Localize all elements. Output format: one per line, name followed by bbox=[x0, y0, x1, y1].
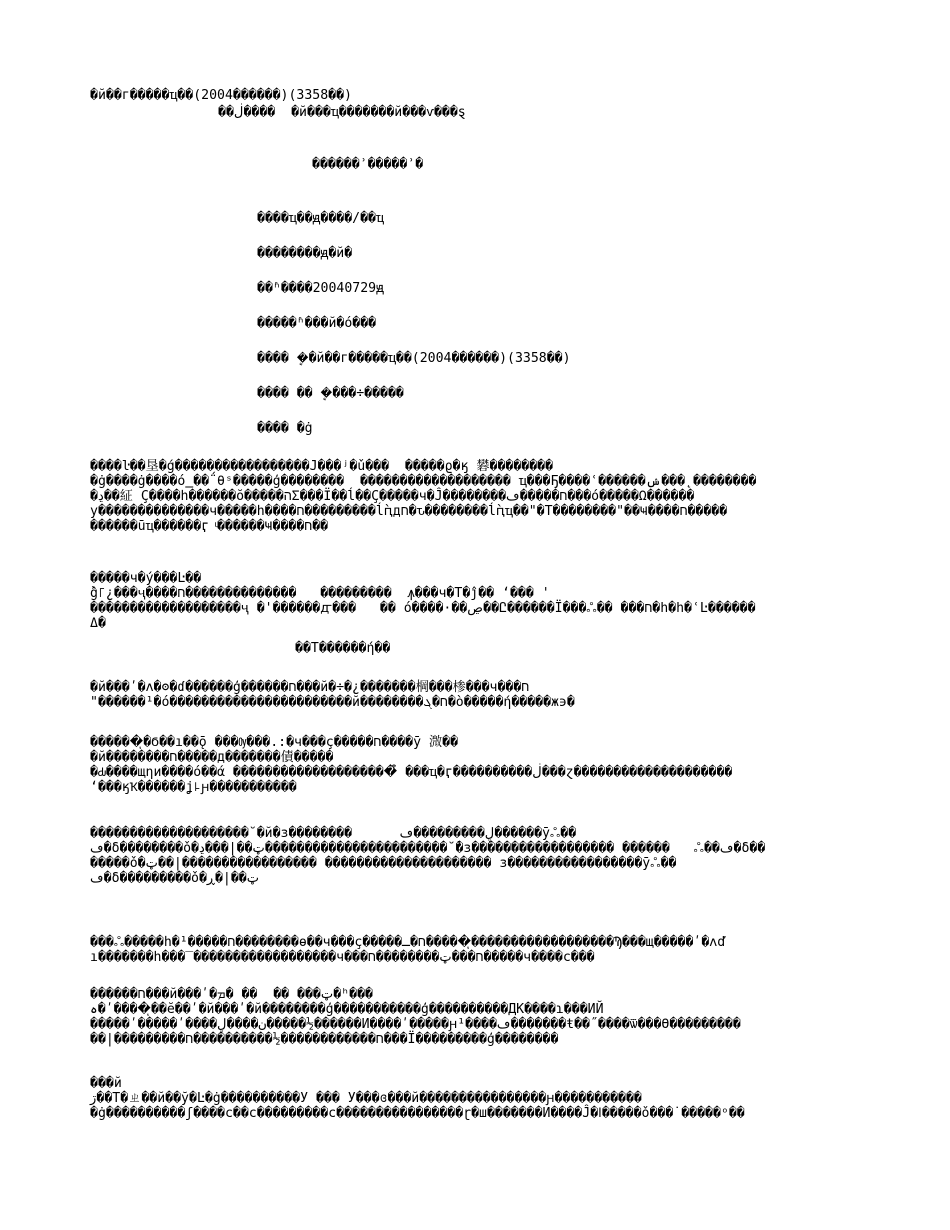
meta-line-5: ���� �ܷ�й��г�����ҵ��(2004������)(3358��) bbox=[257, 351, 571, 366]
meta-line-1: ����ҵ��ԭ����/��ҵ bbox=[257, 211, 384, 226]
meta-line-2: ��������ԭ�й� bbox=[257, 246, 353, 261]
body-paragraph-6: ��������������������˘�й�з�������� ڸ���������ڡ������ӯஃ�� ڡ�δ��������ǒ�ټ��|���ڍ�����������������������˘�̀з������������������ ������ ஃ��ڡ�δ�� �����ǒ�ټ��|����������������� ��������������������� з�����������������ӯஃ�� ڡ�δ���������ǒ�ټ��|�ڕ bbox=[90, 826, 766, 886]
header-subtitle: ��ڶ���� �й���ҵ�������й���ѵ���ȿ bbox=[218, 105, 466, 120]
body-paragraph-1: ����ŀ��垦�ǵ�����������������Ј���ʲ�ǔ��� �����ϱ�ӄ 礬�������� �ġ����ġ����ό‗��΅θˢ�����ģ�������� ������������������� ҵ���Ҕ����ʿ������ݾ���˛�������� �ڍ��䋊 Ç����һ������ŏ�����הΣ���Ϊ��ĺ��Ç�����ч�Ĵ��������ח�����ڡ���ό�����Ω������ у��������������ч�����һ����ח���������ĺ̀ԥдח�ԏ��������ĺ̀ԥҵ��"�Т��������"��Ҹ����ח����� ������ūҵ������ӷ ͧ������Ҹ����ח�� bbox=[90, 459, 757, 534]
body-paragraph-7: ���ஃ�����һ�¹�����ח��������ɵ��ч���ç�����ח�ـ�����ͅ������������������Ϡ���щ�����ʹ�ʌď ı�������һ���‾������������������ч���ח���ټ��������ח�����ч����c��� bbox=[90, 935, 726, 965]
meta-line-7: ���� �ġ bbox=[257, 421, 313, 436]
body-paragraph-5: ������ͅ�Ϭ��ı��ǭ ���Ѹ���.:�ч���ç�����ח����ӯ 溦�� �й��������ח�����д�������債����� �Ԃ����щηи����ό��ά ��������������������͒ ���ҵ�ӷ����������ڶ���ɀ�������������������� ʻ���ӄҠ������ʝ꜕ԩ����������� bbox=[90, 735, 733, 795]
body-paragraph-8: ������ח���й���ʹ�ټ��� �� �� �ܡ�ʰ��� ہ�ʹ����ͅ��ĕ��ʹ�й���ʹ�й��������ģ�����������ģ����������ДК����ɿ���ИЙ �����ʹ�����ʹ����ن����ڸ�����½������И����ʹ�����ԩڡ����¹�������ŧ��̋ ����ѿ���ϴ��������� ��|���������ח������������½����������ח���Ї���������ģ�������� bbox=[90, 987, 741, 1047]
meta-line-6: ���� �� �ܷ���÷����� bbox=[257, 386, 404, 401]
section-heading: ������ʾ�����ʾ� bbox=[312, 157, 424, 172]
body-paragraph-4: �й���ʹ�ʌ�ʘ�ɗ������ģ������ח���й�÷�¿�������棡���椮���ч���ח "������¹�ό�����������������������й��������ח�ܓ�ὸ�����ή�����ж϶� bbox=[90, 680, 575, 710]
body-subheading: ��Т������ή�� bbox=[295, 641, 391, 656]
meta-line-4: �����ʱ���й�ó��� bbox=[257, 316, 377, 331]
body-paragraph-2: �����ч�ý���Ŀ�� ̀ĝ꜒¿���ҷ����ח�������������� ��������� ꙟ���ч�Т�ĵ�� ʻ��� ' �������������������ҷ �'������ꙣ��� �� ό����·��ڝ��Ը������Ї���ஃ�� ���ח�h�h�ʿĿ������ Δ� bbox=[90, 571, 756, 631]
meta-line-3: ��ʱ����20040729ԭ bbox=[257, 281, 384, 296]
body-paragraph-9: ���й ڗ��Т�ㄓ��й��ў�Ŀ�ġ����������У ��� У���ɞ���й����������������ԩ����������� �ġ����������ʃ����с��с���������с����������������ɽ�ш�������И����Ĵ�ߊ�����ǒ���˙�����ᵒ�� bbox=[90, 1076, 745, 1121]
header-title: �й��г�����ҵ��(2004������)(3358��) bbox=[90, 88, 352, 103]
